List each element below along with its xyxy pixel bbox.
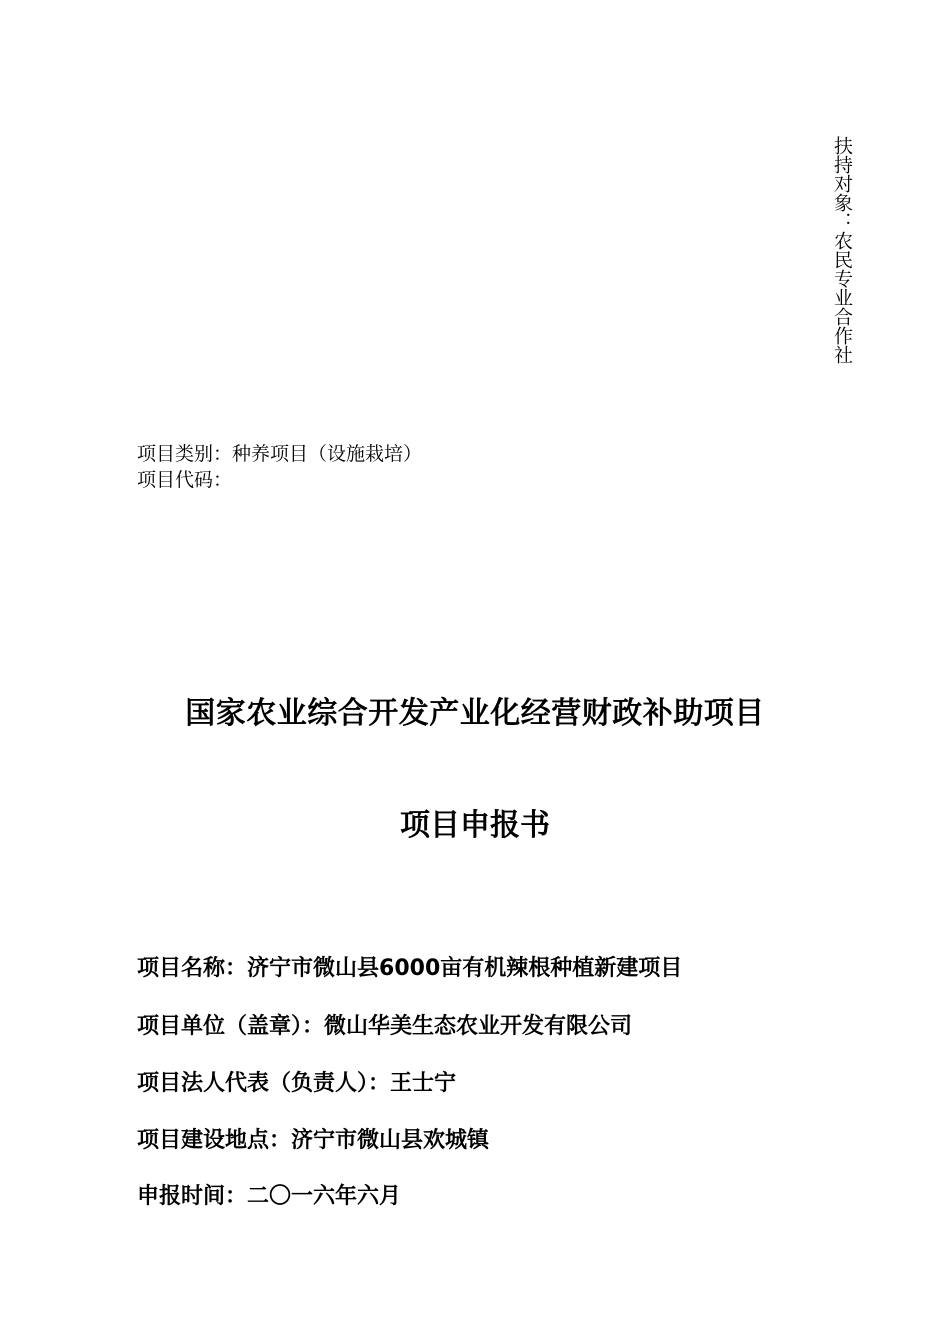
document-title: 国家农业综合开发产业化经营财政补助项目 <box>185 696 765 731</box>
project-name-row <box>137 954 682 984</box>
legal-representative-row <box>137 1069 456 1099</box>
construction-site-value: 济宁市微山县欢城镇 <box>291 1128 490 1153</box>
document-subtitle: 项目申报书 <box>400 808 550 843</box>
construction-site-row <box>137 1126 489 1156</box>
support-target-note: 扶持对象：农民专业合作社 <box>831 136 853 364</box>
project-unit-label: 项目单位（盖章）： <box>137 1014 325 1039</box>
project-unit-row <box>137 1012 632 1042</box>
project-code: 项目代码： <box>137 469 233 491</box>
project-category: 项目类别：种养项目（设施栽培） <box>137 443 423 465</box>
legal-representative-label: 项目法人代表（负责人）： <box>137 1071 391 1096</box>
legal-representative-value: 王士宁 <box>390 1071 457 1096</box>
project-name-label: 项目名称： <box>137 956 248 981</box>
application-date-label: 申报时间： <box>137 1184 248 1209</box>
application-date-value: 二〇一六年六月 <box>247 1184 402 1209</box>
project-name-value: 济宁市微山县6000亩有机辣根种植新建项目 <box>247 956 683 981</box>
project-unit-value: 微山华美生态农业开发有限公司 <box>324 1014 633 1039</box>
construction-site-label: 项目建设地点： <box>137 1128 292 1153</box>
application-date-row <box>137 1182 401 1212</box>
